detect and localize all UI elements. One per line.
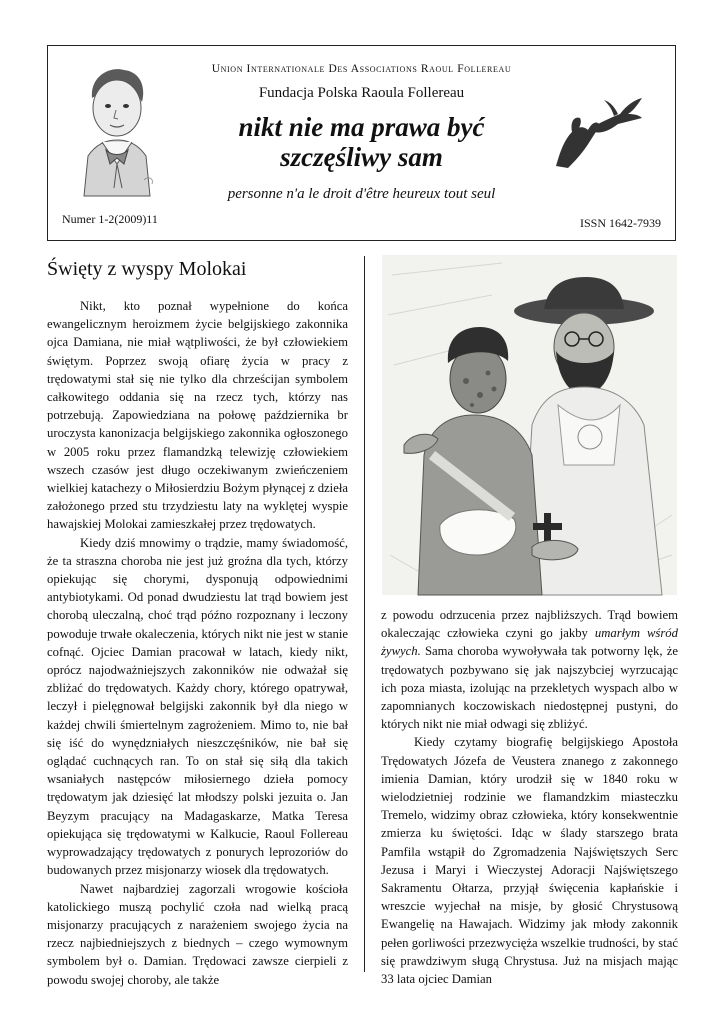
- motto: [188, 112, 535, 172]
- paragraph: Nawet najbardziej zagorzali wrogowie kościoła katolickiego muszą pochylić czoła nad wielką pracą misjonarzy pracujących z narażeniem swojego życia na rzecz najbiedniejszych z biednych – czego wymownym symbolem był o. Damian. Trędowaci zawsze cierpieli z powodu swojej choroby, ale także: [47, 881, 348, 987]
- dove-hand-logo: [554, 96, 644, 170]
- foundation-name: Fundacja Polska Raoula Follereau: [258, 85, 465, 101]
- issue-number: Numer 1-2(2009)11: [62, 212, 158, 226]
- continuation-emphasis: umarłym wśród żywych.: [381, 626, 678, 659]
- paragraph: Nikt, kto poznał wypełnione do końca ewangelicznym heroizmem życie belgijskiego zakonnika ojca Damiana, nie miał wątpliwości, że był człowiekiem świętym. Poprzez swoją ofiarę życia w pracy z trędowatymi stał się nie tylko dla chrześcijan symbolem całkowitego oddania się na rzecz tych, którzy nas potrzebują. Zapowiedziana na połowę października br uroczysta kanonizacja belgijskiego zakonnika ogłoszonego w 2005 roku przez flamandzką telewizję człowiekiem wszech czasów jest długo oczekiwanym zwieńczeniem wielkiej katachezy o Miłosierdziu Bożym płynącej z dzieła założonego przed stu trzydziestu laty na wyklętej wyspie hawajskiej Molokai zamieszkałej przez trędowatych.: [47, 299, 348, 532]
- motto-line-1: nikt nie ma prawa być: [238, 112, 485, 142]
- continuation-text-a: z powodu odrzucenia przez najbliższych. Trąd bowiem okaleczając człowieka czyni go jakby: [381, 608, 678, 641]
- paragraph: Kiedy dziś mnowimy o trądzie, mamy świadomość, że ta straszna choroba nie jest już groźna dla tych, którzy opiekując się chorymi, dysponują odpowiednimi antybiotykami. Od ponad dwudziestu lat trąd bowiem jest chorobą uleczalną, choć trąd późno rozpoznany i leczony powoduje trwałe okaleczenia, których nikt nie jest w stanie cofnąć. Ojciec Damian pracował w latach, kiedy nikt, oprócz najodważniejszych zakonników nie odważał się zbliżać do trędowatych. Każdy chory, którego opatrywał, leczył i pielęgnował belgijski zakonnik był dla niego w każdej chwili śmiertelnym zagrożeniem. Mimo to, nie bał się iść do wynędzniałych nieszczęśników, nie bał się oglądać cuchnących ran. To on stał się siłą dla takich wsaniałych następców miłosiernego dzieła pomocy trędowatym jak dziesięć lat młodszy polski jezuita o. Jan Beyzym pracujący na Madagaskarze, Matka Teresa opiekująca się trędowatymi w Kalkucie, Raoul Follereau wyprowadzający trędowatych z ponurych leprozoriów do budowanych przez misjonarzy wiosek dla trędowatych.: [47, 535, 348, 878]
- issn: ISSN 1642-7939: [579, 216, 661, 230]
- motto-line-2: szczęśliwy sam: [280, 142, 443, 172]
- motto-translation: personne n'a le droit d'être heureux tout seul: [227, 186, 496, 202]
- masthead: [47, 45, 676, 241]
- article-title: Święty z wyspy Molokai: [47, 258, 247, 280]
- article-column-left: [47, 297, 348, 987]
- paragraph-continuation: [381, 606, 678, 733]
- column-divider: [364, 256, 365, 972]
- continuation-text-b: Sama choroba wywoływała tak potworny lęk, że trędowatych pozbywano się jak najszybciej wyrzucając ich poza miasta, izolując na przekletych wyspach albo w zapomnianych koczowiskach niedostępnej pustyni, do których nikt nie miał odwagi się zbliżyć.: [381, 644, 678, 732]
- organization-name: Union Internationale Des Associations Raoul Follereau: [211, 63, 512, 75]
- article-column-right: [381, 606, 678, 987]
- raoul-follereau-portrait: [70, 64, 162, 196]
- paragraph: Kiedy czytamy biografię belgijskiego Apostoła Trędowatych Józefa de Veustera znanego z zakonnego imienia Damian, który urodził się w 1840 roku w wielodzietniej rodzinie we flamandzkim miasteczku Tremelo, widzimy obraz człowieka, który konsekwentnie zmierza ku świętości. Idąc w ślady starszego brata Pamfila wstąpił do Zgromadzenia Najświętszych Serc Jezusa i Maryi i Wieczystej Adoracji Najświętszego Sakramentu Ołtarza, przyjął święcenia kapłańskie i wreszcie wyjechał na misje, by głosić Chrystusową Ewangelię na Hawajach. Widzimy jak młody zakonnik pełen gorliwości przezwycięża wszelkie trudności, by stać się prawdziwym sługą Chrystusa. Już na misjach mając 33 lata ojciec Damian: [381, 735, 678, 987]
- father-damian-illustration: [382, 255, 677, 595]
